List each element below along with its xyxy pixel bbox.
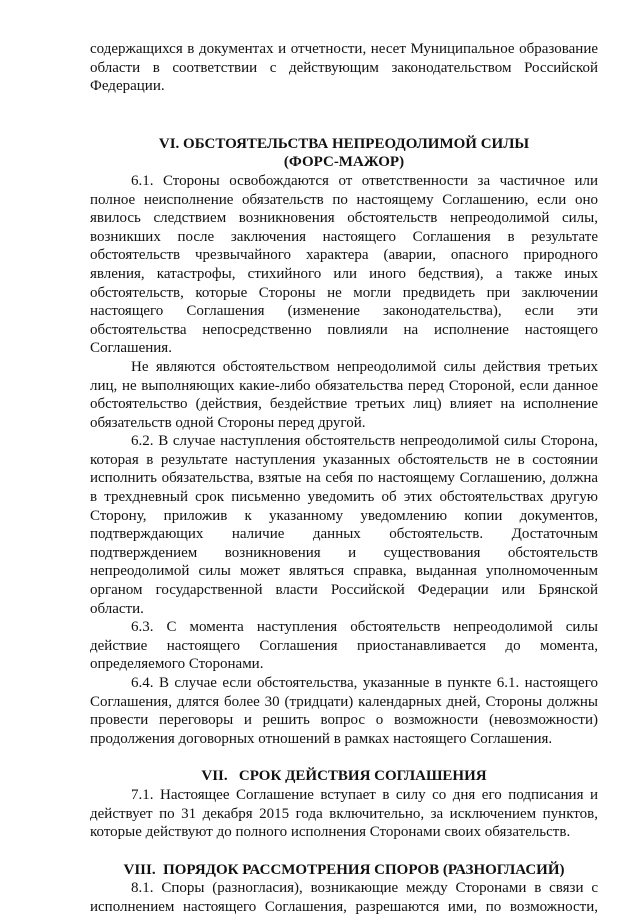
- section-6-title-line1: VI. ОБСТОЯТЕЛЬСТВА НЕПРЕОДОЛИМОЙ СИЛЫ: [158, 135, 530, 152]
- paragraph-6-4: 6.4. В случае если обстоятельства, указанные в пункте 6.1. настоящего Соглашения, длятся более 30 (тридцати) календарных дней, Стороны должны провести переговоры и решить вопрос о возможности (невозможности) продолжения договорных отношений в рамках настоящего Соглашения.: [90, 675, 598, 747]
- paragraph-6-2: 6.2. В случае наступления обстоятельств непреодолимой силы Сторона, которая в результате наступления указанных обстоятельств не в состоянии исполнить обязательства, взятые на себя по настоящему Соглашению, должна в трехдневный срок письменно уведомить об этих обстоятельствах другую Сторону, приложив к указанному уведомлению копии документов, подтверждающих наличие данных обстоятельств. Достаточным подтверждением возникновения и существования обстоятельств непреодолимой силы может являться справка, выданная уполномоченным органом государственной власти Российской Федерации или Брянской области.: [90, 433, 598, 617]
- section-7-title: VII. СРОК ДЕЙСТВИЯ СОГЛАШЕНИЯ: [201, 768, 487, 785]
- section-6-title-line2: (ФОРС-МАЖОР): [283, 154, 405, 171]
- paragraph-8-1: 8.1. Споры (разногласия), возникающие между Сторонами в связи с исполнением настоящего Соглашения, разрешаются ими, по возможности,: [90, 880, 598, 915]
- spacer: [90, 842, 598, 861]
- paragraph-6-1-note: Не являются обстоятельством непреодолимой силы действия третьих лиц, не выполняющих какие-либо обязательства перед Стороной, если данное обстоятельство (действия, бездействие третьих лиц) влияет на исполнение обязательств одной Стороны перед другой.: [90, 358, 598, 431]
- paragraph-6-3: 6.3. С момента наступления обстоятельств непреодолимой силы действие настоящего Соглашения приостанавливается до момента, определяемого Сторонами.: [90, 619, 598, 673]
- paragraph-7-1: 7.1. Настоящее Соглашение вступает в силу со дня его подписания и действует по 31 декабря 2015 года включительно, за исключением пунктов, которые действуют до полного исполнения Сторонами своих обязательств.: [90, 786, 598, 841]
- section-8-title: VIII. ПОРЯДОК РАССМОТРЕНИЯ СПОРОВ (РАЗНОГЛАСИЙ): [123, 861, 565, 878]
- continuation-paragraph: содержащихся в документах и отчетности, несет Муниципальное образование области в соответствии с действующим законодательством Российской Федерации.: [90, 41, 598, 95]
- spacer: [90, 748, 598, 767]
- spacer: [90, 96, 598, 135]
- section-term: [90, 767, 598, 841]
- paragraph-6-1: 6.1. Стороны освобождаются от ответственности за частичное или полное неисполнение обязательств по настоящему Соглашению, если оно явилось следствием возникновения обстоятельств непреодолимой силы, возникших после заключения настоящего Соглашения в результате обстоятельств чрезвычайного характера (аварии, опасного природного явления, катастрофы, стихийного или иного бедствия), а также иных обстоятельств, которые Стороны не могли предвидеть при заключении настоящего Соглашения (изменение законодательства), если эти обстоятельства непосредственно повлияли на исполнение настоящего Соглашения.: [90, 172, 598, 357]
- section-force-majeure: [90, 135, 598, 749]
- section-disputes: [90, 861, 598, 917]
